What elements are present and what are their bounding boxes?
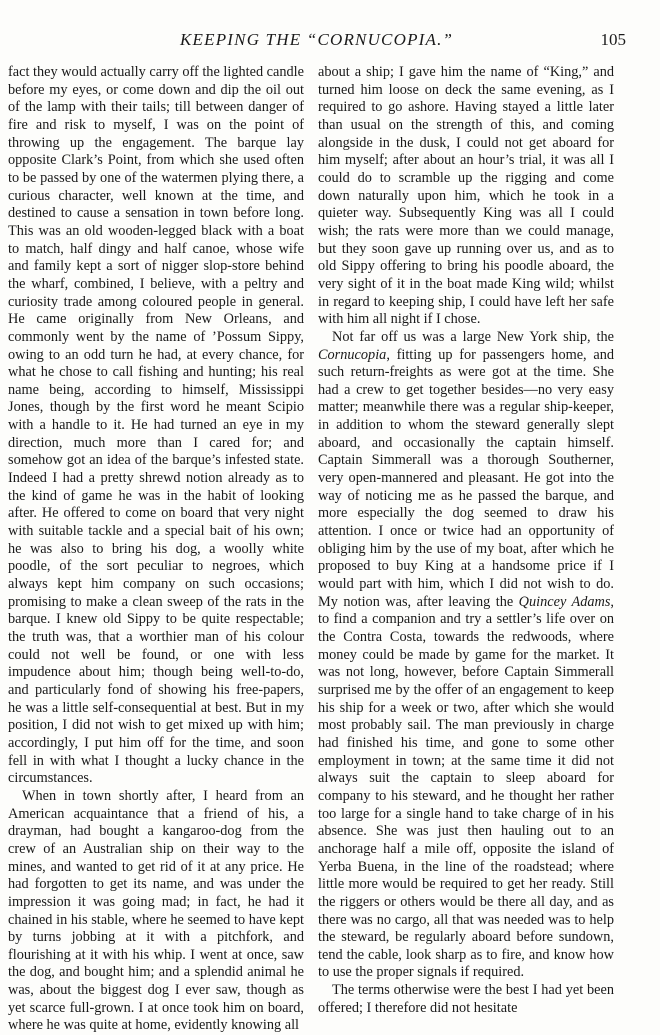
left-column [8, 64, 304, 1035]
paragraph: fact they would actually carry off the lighted candle before my eyes, or come down and dip the oil out of the lamp with their tails; till between danger of fire and risk to myself, I was on the point of throwing up the engagement. The barque lay opposite Clark’s Point, from which she used often to be passed by one of the watermen plying there, a curious character, well known at the time, and destined to cause a sensation in town before long. This was an old wooden-legged black with a boat to match, half dingy and half canoe, whose wife and family kept a sort of nigger slop-store behind the wharf, combined, I believe, with a peltry and curiosity trade among coloured people in general. He came originally from New Orleans, and commonly went by the name of ’Possum Sippy, owing to an odd turn he had, at every chance, for what he chose to call fishing and hunting; his real name being, according to himself, Mississippi Jones, though by the first word he meant Scipio with a handle to it. He had turned an eye in my direction, much more than I cared for; and somehow got an idea of the barque’s infested state. Indeed I had a pretty shrewd notion already as to the kind of game he was in the habit of looking after. He offered to come on board that very night with suitable tackle and a special bait of his own; he was also to bring his dog, a woolly white poodle, of the sort peculiar to negroes, which always kept him company on such occasions; promising to make a clean sweep of the rats in the barque. I knew old Sippy to be quite respectable; the truth was, that a worthier man of his colour could not well be found, or one with less impudence about him; though being well-to-do, and particularly fond of showing his free-papers, he was a little self-consequential at best. But in my position, I did not wish to get mixed up with him; accordingly, I put him off for the time, and soon fell in with what I thought a lucky chance in the circumstances. [8, 64, 304, 787]
right-column [318, 64, 614, 1017]
paragraph-text: Not far off us was a large New York ship, the [332, 328, 614, 345]
page-header [0, 30, 660, 54]
running-title: KEEPING THE “CORNUCOPIA.” [180, 30, 454, 49]
ship-name-italic: Cornucopia [318, 346, 387, 363]
page-number: 105 [600, 30, 626, 49]
paragraph [318, 329, 614, 982]
paragraph: about a ship; I gave him the name of “King,” and turned him loose on deck the same evening, as I required to go ashore. Having stayed a little later than usual on the strength of this, and coming alongside in the dusk, I could not get aboard for him myself; after about an hour’s trial, it was all I could do to scramble up the rigging and come down naturally upon him, which he took in a quieter way. Subsequently King was all I could wish; the rats were more than we could manage, but they soon gave up running over us, and as to old Sippy offering to bring his poodle aboard, the very sight of it in the boat made King wild; whilst in regard to keeping ship, I could have left her safe with him all night if I chose. [318, 64, 614, 328]
paragraph: The terms otherwise were the best I had yet been offered; I therefore did not hesitate [318, 982, 614, 1016]
paragraph: When in town shortly after, I heard from an American acquaintance that a friend of his, a drayman, had bought a kangaroo-dog from the crew of an Australian ship on their way to the mines, and wanted to get rid of it at any price. He had forgotten to get its name, and was under the impression it was going mad; in fact, he had it chained in his stable, where he seemed to have kept by turns jobbing at it with a pitchfork, and flourishing at it with his whip. I went at once, saw the dog, and bought him; and a splendid animal he was, about the biggest dog I ever saw, though as yet scarce full-grown. I at once took him on board, where he was quite at home, evidently knowing all [8, 787, 304, 1034]
paragraph-text: , fitting up for passengers home, and such return-freights as were got at the time. She had a crew to get together besides—no very easy matter; meanwhile there was a regular ship-keeper, in addition to whom the steward generally slept aboard, and occasionally the captain himself. Captain Simmerall was a thorough Southerner, very open-mannered and pleasant. He got into the way of noticing me as he passed the barque, and more especially the dog seemed to draw his attention. I once or twice had an opportunity of obliging him by the use of my boat, after which he proposed to buy King at a handsome price if I would part with him, which I did not wish to do. My notion was, after leaving the [318, 346, 614, 610]
ship-name-italic: Quincey Adams [518, 593, 611, 610]
paragraph-text: , to find a companion and try a settler’s life over on the Contra Costa, towards the redwoods, where money could be made by game for the market. It was not long, however, before Captain Simmerall surprised me by the offer of an engagement to keep his ship for a week or two, after which she would most probably sail. The man previously in charge had finished his time, and gone to some other employment in town; at the same time it did not always suit the captain to sleep aboard for company to his steward, and he thought her rather too large for a single hand to take charge of in his absence. She was just then hauling out to an anchorage half a mile off, opposite the island of Yerba Buena, in the line of the roadstead; where little more would be required to get her ready. Still the riggers or others would be there all day, and as there was no cargo, all that was needed was to help the steward, be regularly aboard before sundown, tend the cable, look sharp as to fire, and know how to use the proper signals if required. [318, 593, 614, 981]
